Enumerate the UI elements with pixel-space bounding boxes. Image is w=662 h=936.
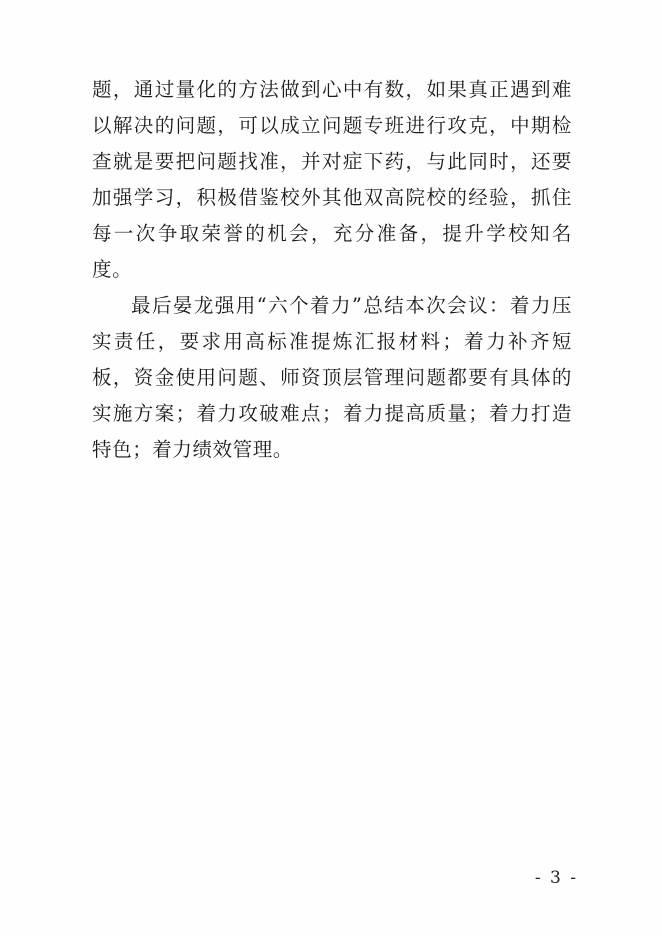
document-body: [92, 72, 572, 468]
page-footer: [0, 868, 662, 888]
paragraph-2: 最后晏龙强用“六个着力”总结本次会议：着力压实责任，要求用高标准提炼汇报材料；着力补齐短板，资金使用问题、师资顶层管理问题都要有具体的实施方案；着力攻破难点；着力提高质量；着力打造特色；着力绩效管理。: [92, 294, 572, 461]
page-number: - 3 -: [534, 868, 578, 888]
paragraph-1: 题，通过量化的方法做到心中有数，如果真正遇到难以解决的问题，可以成立问题专班进行攻克，中期检查就是要把问题找准，并对症下药，与此同时，还要加强学习，积极借鉴校外其他双高院校的经验，抓住每一次争取荣誉的机会，充分准备，提升学校知名度。: [92, 78, 572, 281]
